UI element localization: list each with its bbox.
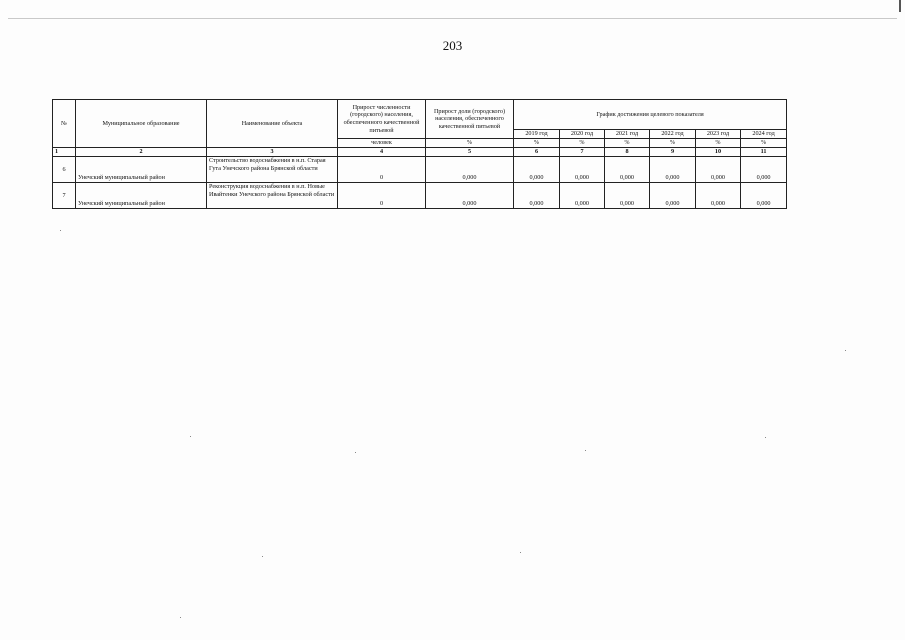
unit-percent: % [426, 139, 514, 148]
column-number: 3 [207, 148, 338, 157]
row-year-value: 0,000 [650, 157, 696, 183]
column-number: 4 [338, 148, 426, 157]
column-number: 7 [560, 148, 605, 157]
row-pop: 0 [338, 183, 426, 209]
table-row [53, 183, 787, 209]
header-year: 2019 год [514, 130, 560, 139]
header-share-growth: Прирост доли (городского) населения, обеспеченного качественной питьевой [426, 100, 514, 139]
year-unit: % [741, 139, 787, 148]
unit-people: человек [338, 139, 426, 148]
scan-speck [585, 450, 586, 451]
row-no: 6 [53, 157, 76, 183]
row-year-value: 0,000 [741, 157, 787, 183]
column-number: 6 [514, 148, 560, 157]
scan-speck [190, 436, 191, 437]
year-unit: % [514, 139, 560, 148]
row-object: Реконструкция водоснабжения в н.п. Новые Ивайтенки Унечского района Брянской области [207, 183, 338, 209]
scan-speck [180, 617, 181, 618]
row-municipality: Унечский муниципальный район [76, 183, 207, 209]
row-share: 0,000 [426, 183, 514, 209]
row-no: 7 [53, 183, 76, 209]
year-unit: % [696, 139, 741, 148]
header-year: 2023 год [696, 130, 741, 139]
column-number: 9 [650, 148, 696, 157]
row-pop: 0 [338, 157, 426, 183]
header-no: № [53, 100, 76, 148]
scan-speck [262, 556, 263, 557]
row-year-value: 0,000 [650, 183, 696, 209]
row-year-value: 0,000 [560, 183, 605, 209]
header-schedule: График достижения целевого показателя [514, 100, 787, 130]
row-year-value: 0,000 [696, 183, 741, 209]
row-object: Строительство водоснабжения в н.п. Старая Гута Унечского района Брянской области [207, 157, 338, 183]
year-unit: % [560, 139, 605, 148]
column-number: 8 [605, 148, 650, 157]
header-year: 2024 год [741, 130, 787, 139]
year-unit: % [605, 139, 650, 148]
row-year-value: 0,000 [605, 183, 650, 209]
column-number: 11 [741, 148, 787, 157]
header-pop-growth: Прирост численности (городского) населения, обеспеченного качественной питьевой [338, 100, 426, 139]
header-municipality: Муниципальное образование [76, 100, 207, 148]
row-share: 0,000 [426, 157, 514, 183]
header-year: 2020 год [560, 130, 605, 139]
column-number: 2 [76, 148, 207, 157]
scan-edge-line [8, 18, 897, 19]
target-indicator-table [52, 99, 787, 209]
scan-speck [520, 552, 521, 553]
year-unit: % [650, 139, 696, 148]
row-year-value: 0,000 [741, 183, 787, 209]
row-year-value: 0,000 [560, 157, 605, 183]
row-municipality: Унечский муниципальный район [76, 157, 207, 183]
row-year-value: 0,000 [514, 183, 560, 209]
table-row [53, 157, 787, 183]
header-year: 2021 год [605, 130, 650, 139]
scan-speck [765, 437, 766, 438]
scan-edge-mark [899, 0, 901, 12]
row-year-value: 0,000 [605, 157, 650, 183]
row-year-value: 0,000 [514, 157, 560, 183]
header-year: 2022 год [650, 130, 696, 139]
scan-speck [355, 452, 356, 453]
column-number: 10 [696, 148, 741, 157]
header-object-name: Наименование объекта [207, 100, 338, 148]
row-year-value: 0,000 [696, 157, 741, 183]
page-number: 203 [442, 38, 463, 53]
scan-speck [60, 230, 61, 231]
scan-speck [845, 350, 846, 351]
column-number: 1 [53, 148, 76, 157]
column-number: 5 [426, 148, 514, 157]
